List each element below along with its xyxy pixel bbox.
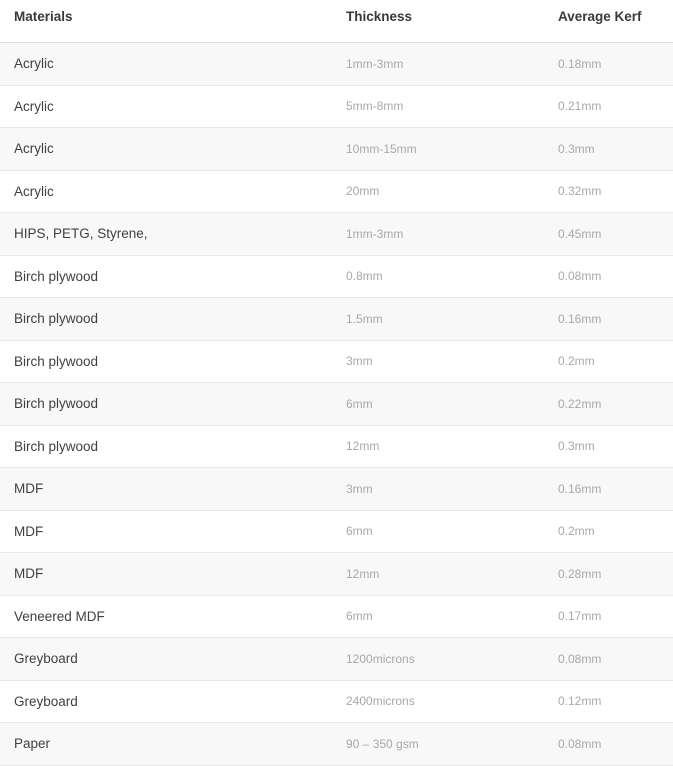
cell-thickness: 12mm xyxy=(332,553,544,596)
cell-thickness: 1mm-3mm xyxy=(332,213,544,256)
cell-material: MDF xyxy=(0,468,332,511)
cell-material: Acrylic xyxy=(0,170,332,213)
cell-average-kerf: 0.12mm xyxy=(544,680,673,723)
cell-material: Birch plywood xyxy=(0,298,332,341)
table-row xyxy=(0,553,673,596)
cell-thickness: 12mm xyxy=(332,425,544,468)
table-row xyxy=(0,128,673,171)
cell-average-kerf: 0.08mm xyxy=(544,723,673,766)
table-row xyxy=(0,383,673,426)
table-row xyxy=(0,468,673,511)
cell-thickness: 1mm-3mm xyxy=(332,43,544,86)
cell-average-kerf: 0.3mm xyxy=(544,425,673,468)
cell-material: MDF xyxy=(0,553,332,596)
cell-material: Greyboard xyxy=(0,638,332,681)
cell-material: Birch plywood xyxy=(0,425,332,468)
table-row xyxy=(0,213,673,256)
cell-thickness: 10mm-15mm xyxy=(332,128,544,171)
cell-material: Acrylic xyxy=(0,43,332,86)
cell-thickness: 2400microns xyxy=(332,680,544,723)
cell-thickness: 5mm-8mm xyxy=(332,85,544,128)
table-row xyxy=(0,510,673,553)
cell-material: Veneered MDF xyxy=(0,595,332,638)
cell-thickness: 6mm xyxy=(332,595,544,638)
cell-average-kerf: 0.08mm xyxy=(544,638,673,681)
table-row xyxy=(0,425,673,468)
cell-average-kerf: 0.16mm xyxy=(544,468,673,511)
cell-thickness: 6mm xyxy=(332,383,544,426)
cell-material: Birch plywood xyxy=(0,340,332,383)
cell-thickness: 6mm xyxy=(332,510,544,553)
table-row xyxy=(0,255,673,298)
cell-average-kerf: 0.21mm xyxy=(544,85,673,128)
cell-average-kerf: 0.2mm xyxy=(544,510,673,553)
cell-material: MDF xyxy=(0,510,332,553)
cell-thickness: 90 – 350 gsm xyxy=(332,723,544,766)
table-body xyxy=(0,43,673,766)
cell-material: HIPS, PETG, Styrene, xyxy=(0,213,332,256)
cell-average-kerf: 0.08mm xyxy=(544,255,673,298)
cell-material: Birch plywood xyxy=(0,383,332,426)
cell-thickness: 1.5mm xyxy=(332,298,544,341)
cell-material: Acrylic xyxy=(0,128,332,171)
table-row xyxy=(0,298,673,341)
cell-thickness: 1200microns xyxy=(332,638,544,681)
cell-thickness: 3mm xyxy=(332,468,544,511)
cell-material: Acrylic xyxy=(0,85,332,128)
cell-average-kerf: 0.16mm xyxy=(544,298,673,341)
table-row xyxy=(0,723,673,766)
column-header-thickness: Thickness xyxy=(332,0,544,43)
cell-material: Birch plywood xyxy=(0,255,332,298)
cell-average-kerf: 0.18mm xyxy=(544,43,673,86)
cell-material: Paper xyxy=(0,723,332,766)
cell-thickness: 3mm xyxy=(332,340,544,383)
cell-average-kerf: 0.17mm xyxy=(544,595,673,638)
cell-thickness: 20mm xyxy=(332,170,544,213)
table-header xyxy=(0,0,673,43)
table-row xyxy=(0,170,673,213)
table-row xyxy=(0,85,673,128)
table-row xyxy=(0,43,673,86)
cell-average-kerf: 0.28mm xyxy=(544,553,673,596)
cell-average-kerf: 0.3mm xyxy=(544,128,673,171)
column-header-materials: Materials xyxy=(0,0,332,43)
cell-average-kerf: 0.45mm xyxy=(544,213,673,256)
table-header-row xyxy=(0,0,673,43)
cell-average-kerf: 0.22mm xyxy=(544,383,673,426)
table-row xyxy=(0,595,673,638)
cell-thickness: 0.8mm xyxy=(332,255,544,298)
column-header-average-kerf: Average Kerf xyxy=(544,0,673,43)
table-row xyxy=(0,340,673,383)
table-row xyxy=(0,680,673,723)
cell-material: Greyboard xyxy=(0,680,332,723)
table-row xyxy=(0,638,673,681)
cell-average-kerf: 0.2mm xyxy=(544,340,673,383)
cell-average-kerf: 0.32mm xyxy=(544,170,673,213)
